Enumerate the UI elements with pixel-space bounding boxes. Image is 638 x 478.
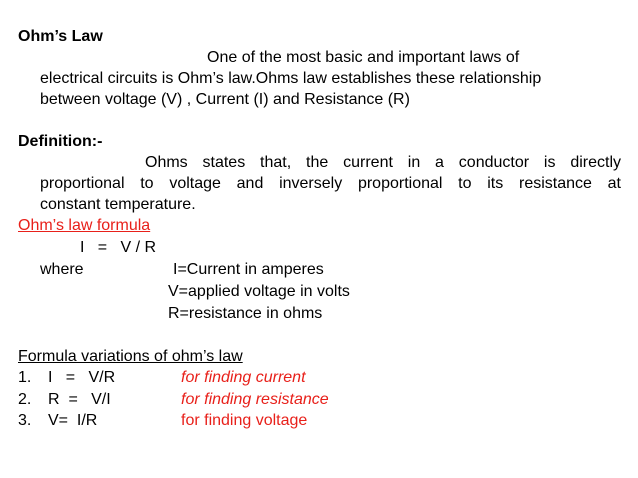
- definition-resistance: R=resistance in ohms: [168, 305, 323, 322]
- where-label: where: [40, 261, 84, 278]
- definition-line-1: Ohms states that, the current in a conductor is directly: [145, 154, 621, 171]
- list-item-formula: V= I/R: [48, 412, 98, 429]
- formula-equation: I = V / R: [80, 239, 157, 256]
- intro-line-2: electrical circuits is Ohm’s law.Ohms law establishes these relationship: [40, 70, 542, 87]
- formula-heading: Ohm’s law formula: [18, 217, 151, 234]
- intro-line-3: between voltage (V) , Current (I) and Resistance (R): [40, 91, 410, 108]
- list-item-purpose: for finding voltage: [181, 412, 308, 429]
- definition-current: I=Current in amperes: [173, 261, 324, 278]
- list-item-formula: R = V/I: [48, 391, 111, 408]
- list-item-purpose: for finding resistance: [181, 391, 329, 408]
- list-item-number: 3.: [18, 412, 32, 429]
- intro-line-1: One of the most basic and important laws of: [207, 49, 520, 66]
- list-item-formula: I = V/R: [48, 369, 116, 386]
- list-item-number: 2.: [18, 391, 32, 408]
- list-item-purpose: for finding current: [181, 369, 306, 386]
- variations-heading: Formula variations of ohm’s law: [18, 348, 243, 365]
- definition-line-2: proportional to voltage and inversely proportional to its resistance at: [40, 175, 621, 192]
- definition-heading: Definition:-: [18, 133, 103, 150]
- definition-line-3: constant temperature.: [40, 196, 196, 213]
- definition-voltage: V=applied voltage in volts: [168, 283, 350, 300]
- list-item-number: 1.: [18, 369, 32, 386]
- ohms-law-heading: Ohm’s Law: [18, 28, 103, 45]
